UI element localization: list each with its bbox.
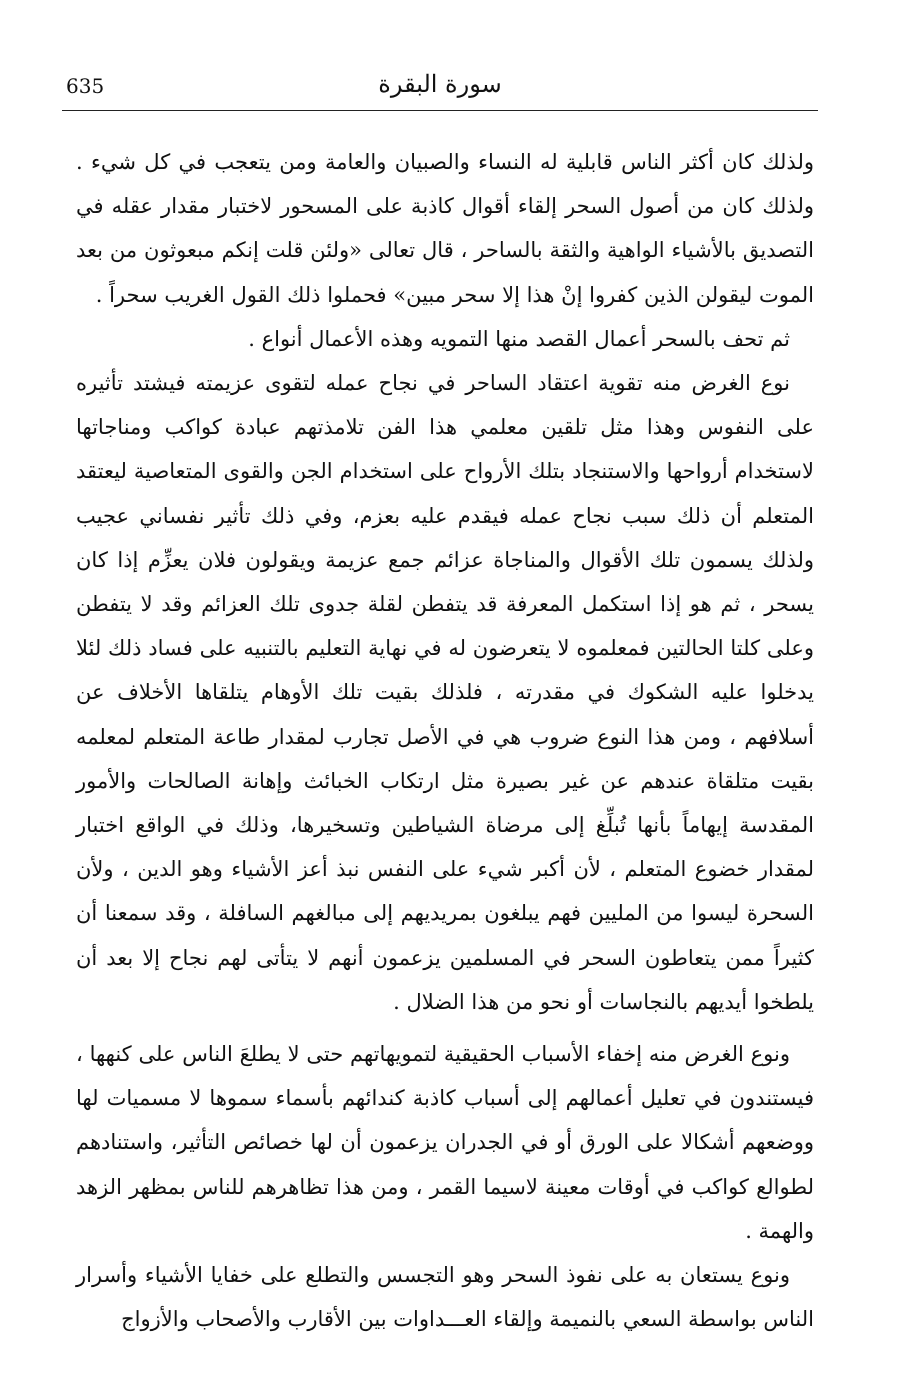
- paragraph: ولذلك كان أكثر الناس قابلية له النساء والصبيان والعامة ومن يتعجب في كل شيء . ولذلك كان من أصول السحر إلقاء أقوال كاذبة على المسحور لاختبار مقدار عقله في التصديق بالأشياء الواهية والثقة بالساحر ، قال تعالى «ولئن قلت إنكم مبعوثون من بعد الموت ليقولن الذين كفروا إنْ هذا إلا سحر مبين» فحملوا ذلك القول الغريب سحراً .: [76, 150, 814, 307]
- running-title: سورة البقرة: [378, 70, 502, 98]
- page-number: 635: [66, 74, 105, 98]
- body-text: [76, 140, 814, 1341]
- page-header: [62, 70, 818, 106]
- header-rule: [62, 110, 818, 111]
- paragraph: ثم تحف بالسحر أعمال القصد منها التمويه وهذه الأعمال أنواع .: [248, 326, 790, 351]
- paragraph: نوع الغرض منه تقوية اعتقاد الساحر في نجاح عمله لتقوى عزيمته فيشتد تأثيره على النفوس وهذا مثل تلقين معلمي هذا الفن تلامذتهم عبادة كواكب ومناجاتها لاستخدام أرواحها والاستنجاد بتلك الأرواح على استخدام الجن والقوى المتعاصية ليعتقد المتعلم أن ذلك سبب نجاح عمله فيقدم عليه بعزم، وفي ذلك تأثير نفساني عجيب ولذلك يسمون تلك الأقوال والمناجاة عزائم جمع عزيمة ويقولون فلان يعزِّم إذا كان يسحر ، ثم هو إذا استكمل المعرفة قد يتفطن لقلة جدوى تلك العزائم وقد لا يتفطن وعلى كلتا الحالتين فمعلموه لا يتعرضون له في نهاية التعليم بالتنبيه على فساد ذلك لئلا يدخلوا عليه الشكوك في مقدرته ، فلذلك بقيت تلك الأوهام يتلقاها الأخلاف عن أسلافهم ، ومن هذا النوع ضروب هي في الأصل تجارب لمقدار طاعة المتعلم لمعلمه بقيت متلقاة عندهم عن غير بصيرة مثل ارتكاب الخبائث وإهانة الصالحات والأمور المقدسة إيهاماً بأنها تُبلِّغ إلى مرضاة الشياطين وتسخيرها، وذلك في الواقع اختبار لمقدار خضوع المتعلم ، لأن أكبر شيء على النفس نبذ أعز الأشياء وهو الدين ، ولأن السحرة ليسوا من المليين فهم يبلغون بمريديهم إلى مبالغهم السافلة ، وقد سمعنا أن كثيراً ممن يتعاطون السحر في المسلمين يزعمون أنهم لا يتأتى لهم نجاح إلا بعد أن يلطخوا أيديهم بالنجاسات أو نحو من هذا الضلال .: [76, 371, 815, 1014]
- paragraph: ونوع الغرض منه إخفاء الأسباب الحقيقية لتمويهاتهم حتى لا يطلعَ الناس على كنهها ، فيستندون في تعليل أعمالهم إلى أسباب كاذبة كندائهم بأسماء سموها لا مسميات لها ووضعهم أشكالا على الورق أو في الجدران يزعمون أن لها خصائص التأثير، واستنادهم لطوالع كواكب في أوقات معينة لاسيما القمر ، ومن هذا تظاهرهم للناس بمظهر الزهد والهمة .: [76, 1042, 814, 1243]
- paragraph: ونوع يستعان به على نفوذ السحر وهو التجسس والتطلع على خفايا الأشياء وأسرار الناس بواسطة السعي بالنميمة وإلقاء العـــداوات بين الأقارب والأصحاب والأزواج: [76, 1263, 814, 1332]
